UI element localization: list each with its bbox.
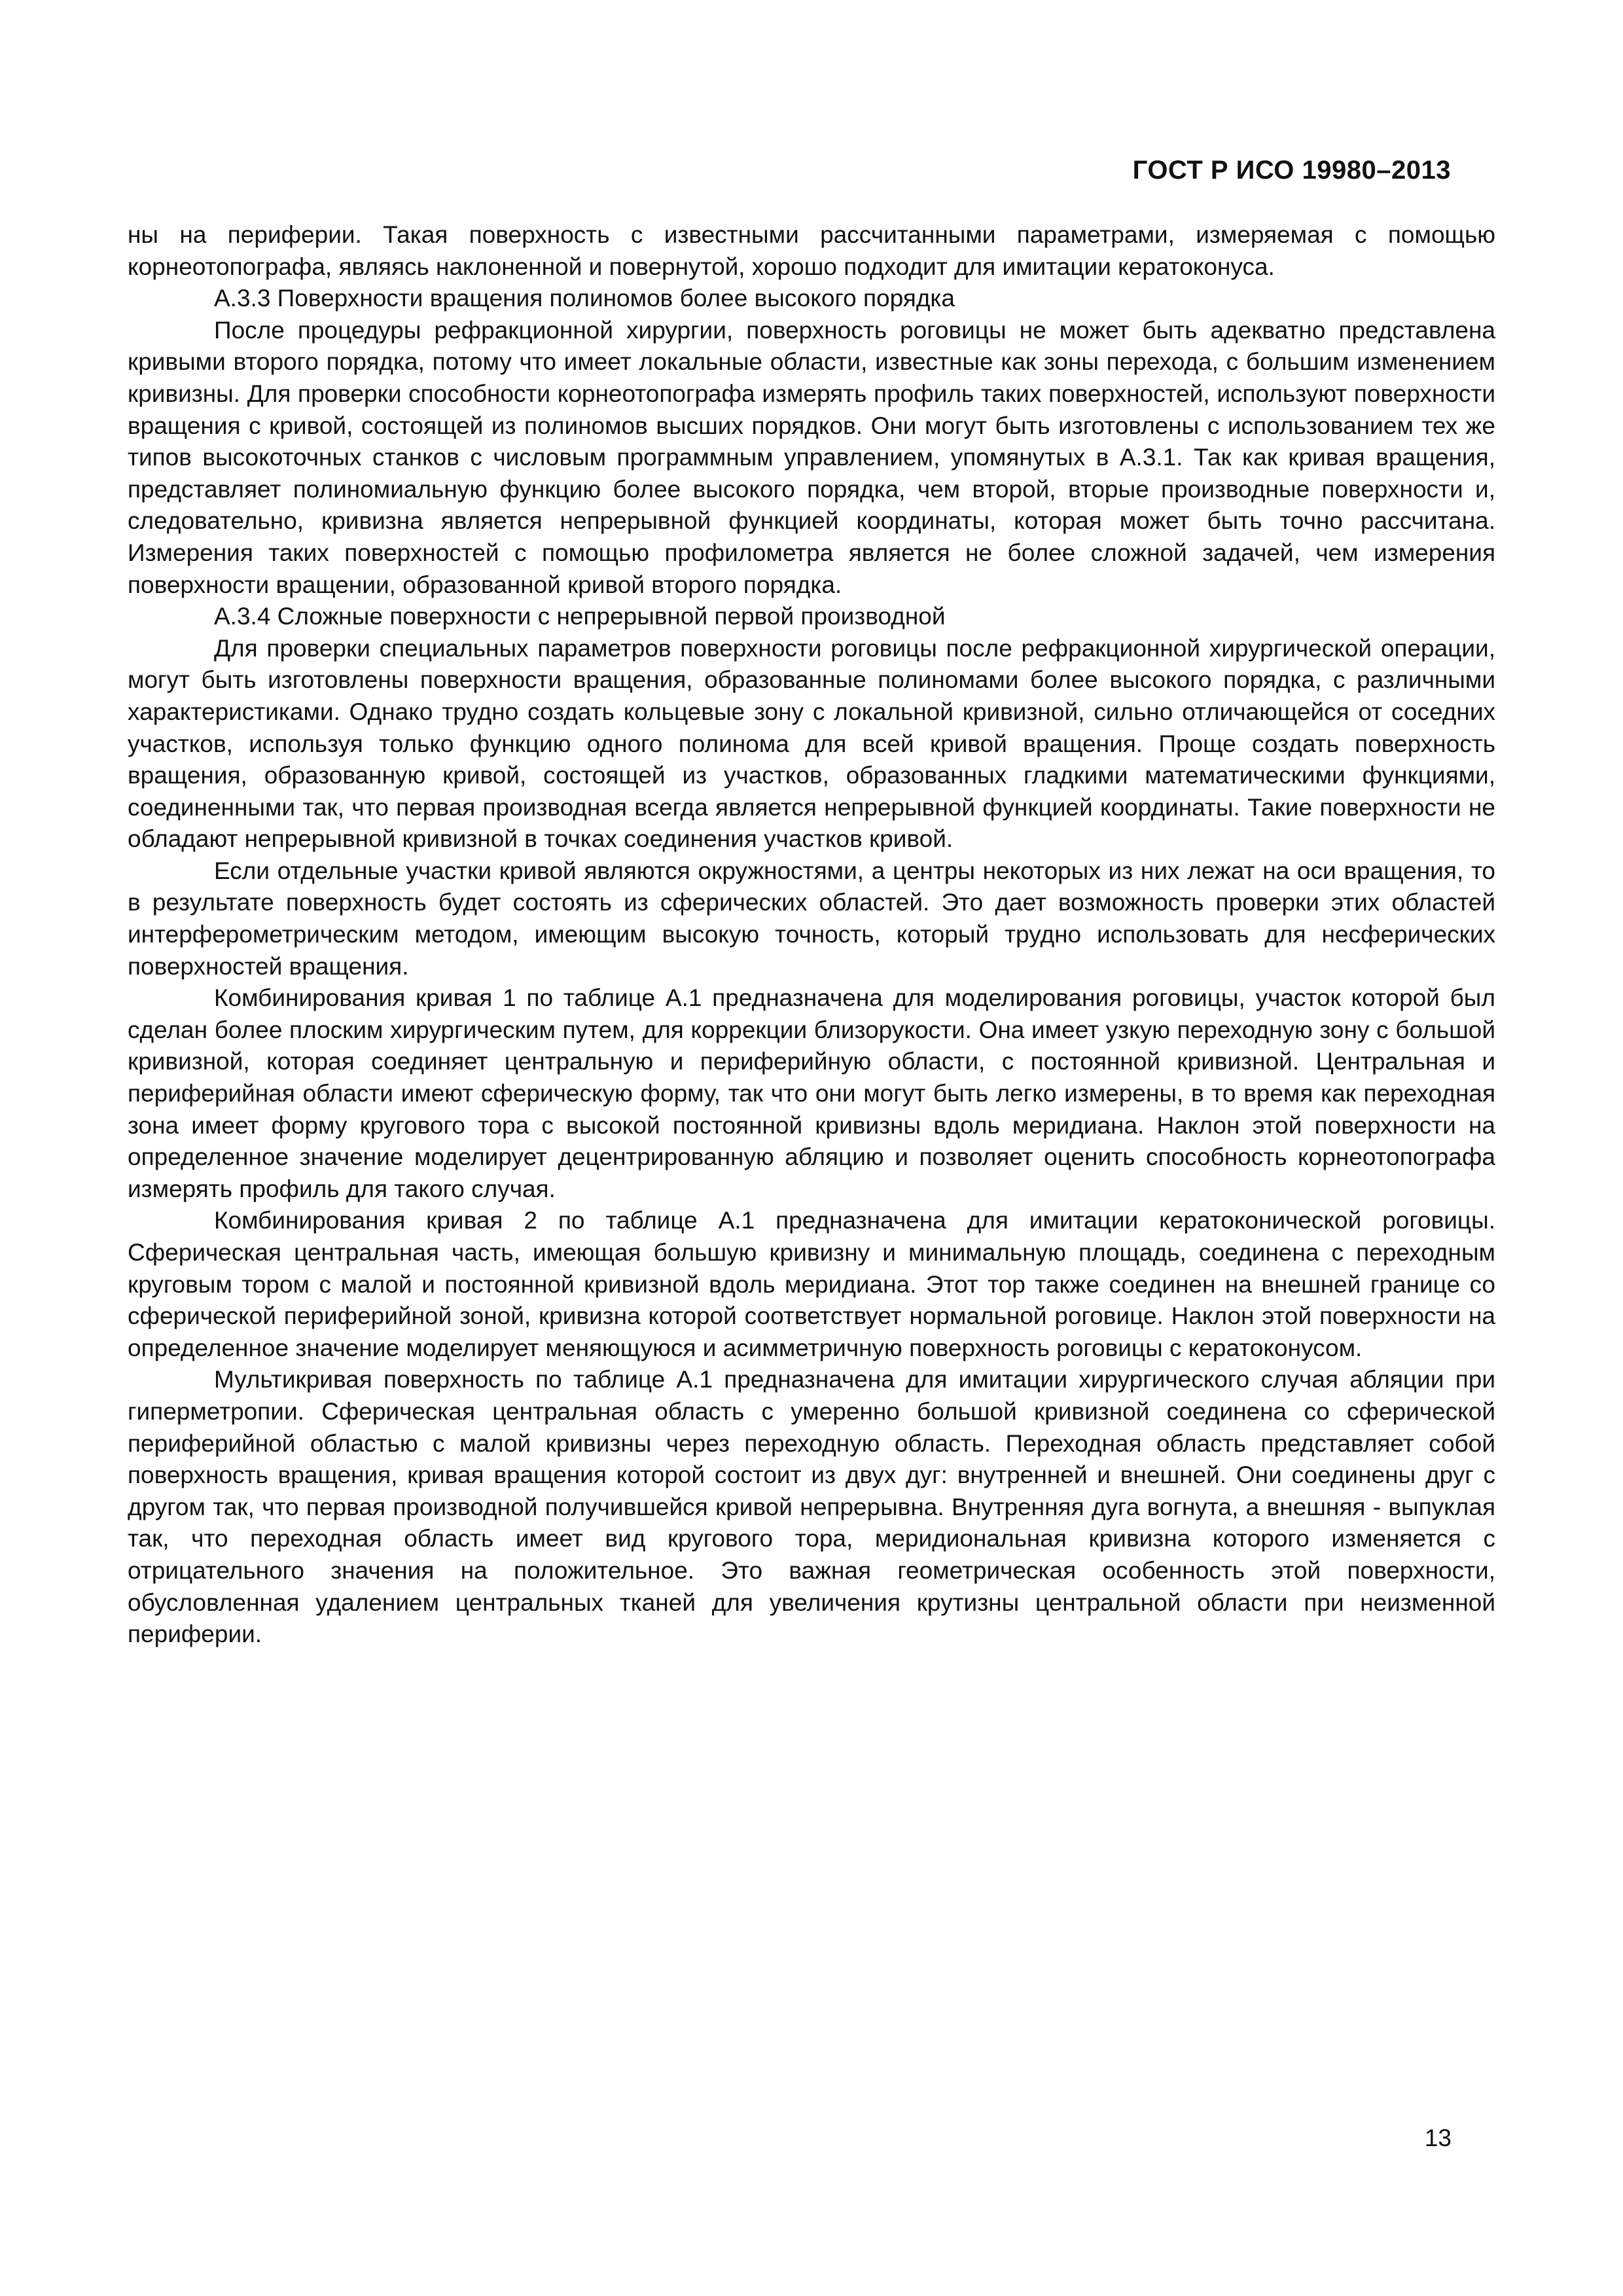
document-body bbox=[128, 219, 1495, 1651]
paragraph-complex-surfaces: Для проверки специальных параметров поверхности роговицы после рефракционной хирургической операции, могут быть изготовлены поверхности вращения, образованные полиномами более высокого порядка, с различными характеристиками. Однако трудно создать кольцевые зону с локальной кривизной, сильно отличающейся от соседних участков, используя только функцию одного полинома для всей кривой вращения. Проще создать поверхность вращения, образованную кривой, состоящей из участков, образованных гладкими математическими функциями, соединенными так, что первая производная всегда является непрерывной функцией координаты. Такие поверхности не обладают непрерывной кривизной в точках соединения участков кривой. bbox=[128, 634, 1495, 853]
document-id-header: ГОСТ Р ИСО 19980–2013 bbox=[1132, 156, 1451, 185]
paragraph-circular-segments: Если отдельные участки кривой являются окружностями, а центры некоторых из них лежат на оси вращения, то в результате поверхность будет состоять из сферических областей. Это дает возможность проверки этих областей интерферометрическим методом, имеющим высокую точность, который трудно использовать для несферических поверхностей вращения. bbox=[128, 857, 1495, 980]
page-number: 13 bbox=[1424, 2125, 1452, 2151]
section-heading-a-3-3: А.3.3 Поверхности вращения полиномов более высокого порядка bbox=[214, 285, 955, 312]
paragraph-multicurve-surface: Мультикривая поверхность по таблице А.1 предназначена для имитации хирургического случая абляции при гиперметропии. Сферическая центральная область с умеренно большой кривизной соединена со сферической периферийной областью с малой кривизны через переходную область. Переходная область представляет собой поверхность вращения, кривая вращения которой состоит из двух дуг: внутренней и внешней. Они соединены друг с другом так, что первая производной получившейся кривой непрерывна. Внутренняя дуга вогнута, а внешняя - выпуклая так, что переходная область имеет вид кругового тора, меридиональная кривизна которого изменяется с отрицательного значения на положительное. Это важная геометрическая особенность этой поверхности, обусловленная удалением центральных тканей для увеличения крутизны центральной области при неизменной периферии. bbox=[128, 1366, 1495, 1648]
paragraph-continuation: ны на периферии. Такая поверхность с известными рассчитанными параметрами, измеряемая с помощью корнеотопографа, являясь наклоненной и повернутой, хорошо подходит для имитации кератоконуса. bbox=[128, 221, 1495, 280]
section-heading-a-3-4: А.3.4 Сложные поверхности с непрерывной первой производной bbox=[214, 603, 946, 630]
paragraph-higher-order-polynomials: После процедуры рефракционной хирургии, поверхность роговицы не может быть адекватно представлена кривыми второго порядка, потому что имеет локальные области, известные как зоны перехода, с большим изменением кривизны. Для проверки способности корнеотопографа измерять профиль таких поверхностей, используют поверхности вращения с кривой, состоящей из полиномов высших порядков. Они могут быть изготовлены с использованием тех же типов высокоточных станков с числовым программным управлением, упомянутых в А.3.1. Так как кривая вращения, представляет полиномиальную функцию более высокого порядка, чем второй, вторые производные поверхности и, следовательно, кривизна является непрерывной функцией координаты, которая может быть точно рассчитана. Измерения таких поверхностей с помощью профилометра является не более сложной задачей, чем измерения поверхности вращении, образованной кривой второго порядка. bbox=[128, 316, 1495, 598]
paragraph-combined-curve-2: Комбинирования кривая 2 по таблице А.1 предназначена для имитации кератоконической роговицы. Сферическая центральная часть, имеющая большую кривизну и минимальную площадь, соединена с переходным круговым тором с малой и постоянной кривизной вдоль меридиана. Этот тор также соединен на внешней границе со сферической периферийной зоной, кривизна которой соответствует нормальной роговице. Наклон этой поверхности на определенное значение моделирует меняющуюся и асимметричную поверхность роговицы с кератоконусом. bbox=[128, 1207, 1495, 1361]
paragraph-combined-curve-1: Комбинирования кривая 1 по таблице А.1 предназначена для моделирования роговицы, участок которой был сделан более плоским хирургическим путем, для коррекции близорукости. Она имеет узкую переходную зону с большой кривизной, которая соединяет центральную и периферийную области, с постоянной кривизной. Центральная и периферийная области имеют сферическую форму, так что они могут быть легко измерены, в то время как переходная зона имеет форму кругового тора с высокой постоянной кривизны вдоль меридиана. Наклон этой поверхности на определенное значение моделирует децентрированную абляцию и позволяет оценить способность корнеотопографа измерять профиль для такого случая. bbox=[128, 984, 1495, 1202]
